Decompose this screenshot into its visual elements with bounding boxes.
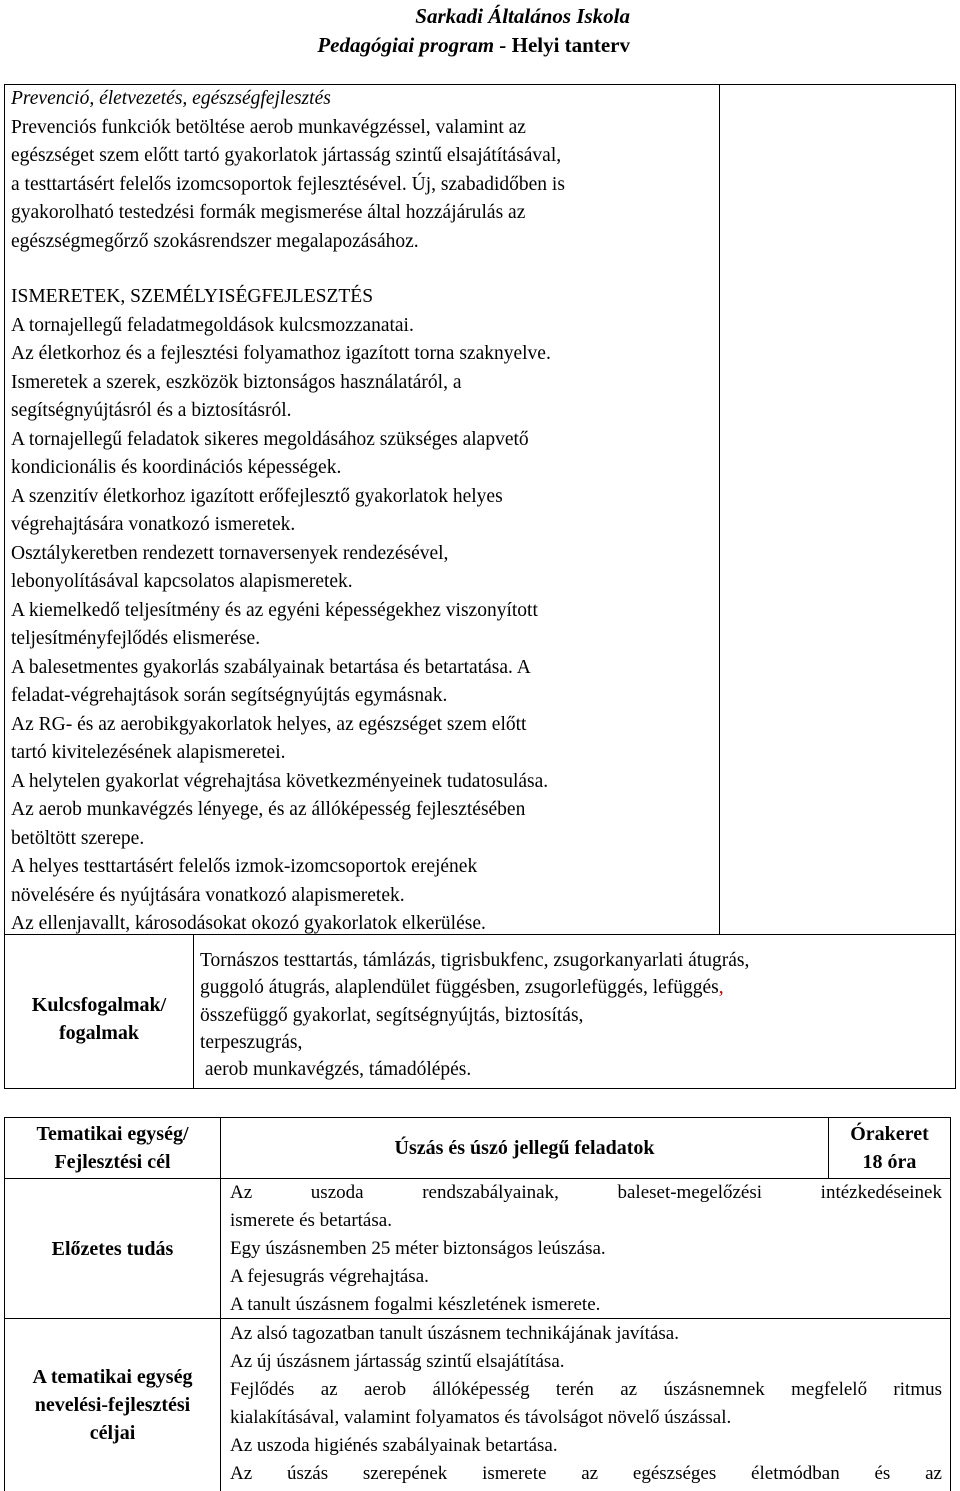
goals-label-cell [4, 1318, 221, 1491]
prior-line: A tanult úszásnem fogalmi készletének ismerete. [230, 1294, 601, 1315]
goals-line: Az uszoda higiénés szabályainak betartása. [230, 1435, 558, 1456]
program-prefix: Pedagógiai program - [317, 33, 512, 57]
prior-knowledge-label: Előzetes tudás [51, 1238, 174, 1260]
section-title: ISMERETEK, SZEMÉLYISÉGFEJLESZTÉS [11, 286, 374, 307]
prior-line: ismerete és betartása. [230, 1210, 392, 1231]
school-name: Sarkadi Általános Iskola [415, 4, 630, 28]
knowledge-line: A helytelen gyakorlat végrehajtása következményeinek tudatosulása. [11, 770, 549, 792]
knowledge-line: A tornajellegű feladatok sikeres megoldásához szükséges alapvető [11, 428, 529, 450]
program-title [317, 31, 630, 60]
unit-title-cell [220, 1117, 829, 1179]
hours-label: Órakeret [850, 1123, 929, 1145]
prior-knowledge-text [230, 1179, 942, 1319]
knowledge-line: A tornajellegű feladatmegoldások kulcsmozzanatai. [11, 314, 414, 336]
knowledge-line: Osztálykeretben rendezett tornaversenyek rendezésével, [11, 542, 449, 564]
prior-knowledge-label-cell [4, 1178, 221, 1319]
knowledge-line: lebonyolításával kapcsolatos alapismeretek. [11, 571, 353, 592]
keywords-text [200, 947, 950, 1083]
keywords-label-cell [4, 934, 194, 1089]
prior-line: A fejesugrás végrehajtása. [230, 1266, 429, 1287]
prior-line: Egy úszásnemben 25 méter biztonságos leúszása. [230, 1238, 606, 1259]
knowledge-line: tartó kivitelezésének alapismeretei. [11, 742, 286, 763]
goal-line: egészséget szem előtt tartó gyakorlatok jártasság szintű elsajátításával, [11, 145, 562, 166]
keywords-line [200, 974, 950, 1001]
hours-cell [828, 1117, 951, 1179]
page-header [317, 2, 630, 60]
knowledge-line: A szenzitív életkorhoz igazított erőfejlesztő gyakorlatok helyes [11, 485, 503, 507]
goals-label [5, 1363, 220, 1447]
hours [829, 1120, 950, 1176]
upper-content-cell [4, 84, 720, 935]
knowledge-line: végrehajtására vonatkozó ismeretek. [11, 514, 296, 535]
goals-label-line: A tematikai egység [32, 1366, 193, 1388]
keywords-content-cell [193, 934, 956, 1089]
knowledge-line: kondicionális és koordinációs képességek. [11, 457, 342, 478]
keywords-red-comma: , [718, 977, 724, 999]
keywords-line-text: guggoló átugrás, alaplendület függésben, zsugorlefüggés, lefüggés [200, 977, 719, 999]
knowledge-line: növelésére és nyújtására vonatkozó alapismeretek. [11, 884, 405, 906]
upper-empty-cell [719, 84, 956, 935]
knowledge-line: A kiemelkedő teljesítmény és az egyéni képességekhez viszonyított [11, 599, 538, 621]
goals-line: Fejlődés az aerob állóképesség terén az úszásnemnek megfelelő ritmus [230, 1379, 942, 1400]
knowledge-line: A helyes testtartásért felelős izmok-izomcsoportok erejének [11, 856, 478, 877]
unit-label-cell [4, 1117, 221, 1179]
keywords-line: összefüggő gyakorlat, segítségnyújtás, biztosítás, [200, 1004, 584, 1026]
knowledge-line: Az életkorhoz és a fejlesztési folyamathoz igazított torna szaknyelve. [11, 343, 551, 364]
goal-title: Prevenció, életvezetés, egészségfejlesztés [11, 88, 331, 109]
knowledge-line: Az ellenjavallt, károsodásokat okozó gyakorlatok elkerülése. [11, 913, 486, 934]
keywords-label-line: Kulcsfogalmak/ [31, 994, 167, 1016]
hours-value: 18 óra [862, 1151, 917, 1173]
keywords-line: Tornászos testtartás, támlázás, tigrisbukfenc, zsugorkanyarlati átugrás, [200, 950, 750, 971]
keywords-line: terpeszugrás, [200, 1031, 303, 1053]
paragraph-gap [11, 256, 711, 283]
knowledge-line: betöltött szerepe. [11, 827, 145, 849]
prior-knowledge-cell [220, 1178, 951, 1319]
prior-line: Az uszoda rendszabályainak, baleset-megelőzési intézkedéseinek [230, 1182, 942, 1203]
goals-line: kialakításával, valamint folyamatos és távolságot növelő úszással. [230, 1407, 732, 1428]
unit-label-line: Tematikai egység/ [36, 1123, 189, 1145]
knowledge-line: teljesítményfejlődés elismerése. [11, 628, 261, 649]
goal-line: gyakorolható testedzési formák megismerése által hozzájárulás az [11, 202, 526, 223]
knowledge-line: A balesetmentes gyakorlás szabályainak betartása és betartatása. A [11, 656, 531, 678]
goals-label-line: céljai [89, 1422, 136, 1444]
knowledge-line: Ismeretek a szerek, eszközök biztonságos használatáról, a [11, 371, 462, 393]
knowledge-line: feladat-végrehajtások során segítségnyújtás egymásnak. [11, 685, 448, 706]
goals-line: Az új úszásnem jártasság szintű elsajátítása. [230, 1351, 565, 1372]
unit-title: Úszás és úszó jellegű feladatok [394, 1137, 655, 1159]
goals-text [230, 1320, 942, 1488]
keywords-label-line: fogalmak [59, 1022, 139, 1044]
upper-content-text [11, 85, 711, 939]
goals-cell [220, 1318, 951, 1491]
goal-line: egészségmegőrző szokásrendszer megalapozásához. [11, 230, 419, 252]
goal-line: a testtartásért felelős izomcsoportok fejlesztésével. Új, szabadidőben is [11, 173, 565, 195]
unit-label [5, 1120, 220, 1176]
goals-line: Az alsó tagozatban tanult úszásnem technikájának javítása. [230, 1323, 679, 1344]
unit-label-line: Fejlesztési cél [54, 1151, 171, 1173]
goals-line: Az úszás szerepének ismerete az egészséges életmódban és az [230, 1463, 942, 1484]
knowledge-line: Az RG- és az aerobikgyakorlatok helyes, az egészséget szem előtt [11, 713, 527, 735]
knowledge-line: Az aerob munkavégzés lényege, és az állóképesség fejlesztésében [11, 799, 526, 820]
knowledge-line: segítségnyújtásról és a biztosításról. [11, 400, 292, 421]
keywords-label [5, 991, 193, 1047]
keywords-line: aerob munkavégzés, támadólépés. [200, 1059, 472, 1081]
goals-label-line: nevelési-fejlesztési [34, 1394, 191, 1416]
program-suffix: Helyi tanterv [511, 33, 630, 57]
goal-line: Prevenciós funkciók betöltése aerob munkavégzéssel, valamint az [11, 116, 526, 138]
